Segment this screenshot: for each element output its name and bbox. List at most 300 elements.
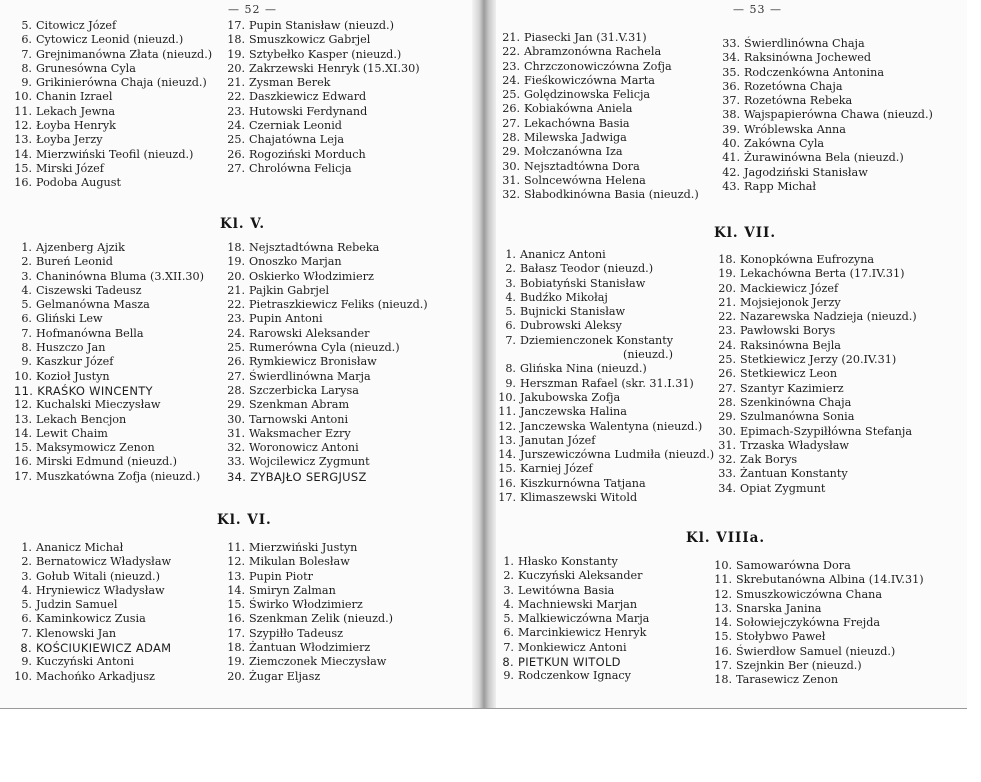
entry-number: 22. — [227, 298, 245, 312]
student-name: Pupin Antoni — [249, 312, 323, 326]
student-name: Rozetówna Rebeka — [744, 94, 853, 108]
student-name: Kuchalski Mieczysław — [36, 398, 161, 412]
student-entry — [14, 370, 204, 384]
student-entry — [14, 427, 204, 441]
entry-number: 26. — [718, 367, 736, 381]
student-name: Nejsztadtówna Dora — [524, 159, 640, 173]
student-entry — [227, 541, 393, 555]
student-name: Podoba August — [36, 176, 121, 190]
entry-number: 21. — [227, 283, 245, 297]
entry-number: 16. — [14, 455, 32, 469]
student-name: Snarska Janina — [736, 601, 822, 615]
student-name: Chrzczonowiczówna Zofja — [524, 59, 672, 73]
student-entry — [227, 627, 393, 641]
student-entry — [496, 584, 649, 598]
student-list — [496, 555, 649, 684]
student-entry — [498, 448, 714, 462]
entry-number: 13. — [714, 601, 732, 615]
entry-number: 12. — [14, 398, 32, 412]
entry-number: 4. — [21, 283, 32, 297]
entry-number: 31. — [718, 438, 736, 452]
entry-number: 19. — [718, 267, 736, 281]
entry-number: 8. — [502, 655, 514, 670]
student-name: Szenkman Abram — [249, 398, 350, 412]
student-name: Bureń Leonid — [36, 255, 113, 269]
student-name: Bujnicki Stanisław — [520, 305, 626, 319]
entry-number: 8. — [21, 61, 32, 75]
entry-number: 27. — [227, 161, 245, 175]
entry-number: 7. — [505, 333, 516, 347]
entry-number: 18. — [718, 253, 736, 266]
entry-number: 27. — [718, 381, 736, 395]
entry-number: 35. — [722, 65, 740, 79]
student-name: Zysman Berek — [249, 76, 331, 90]
student-name: Łoyba Jerzy — [36, 133, 103, 147]
student-entry — [498, 391, 714, 405]
entry-number: 11. — [714, 573, 732, 587]
student-name: Grikinierówna Chaja (nieuzd.) — [36, 76, 207, 90]
student-entry — [227, 455, 428, 469]
student-name: Szantyr Kazimierz — [740, 381, 844, 395]
student-name: Szenkman Zelik (nieuzd.) — [249, 612, 394, 626]
student-name: Kaszkur Józef — [36, 355, 114, 369]
entry-number: 1. — [505, 248, 516, 261]
entry-number: 13. — [498, 433, 516, 447]
student-name: Smuszkowicz Gabrjel — [249, 33, 371, 47]
student-name: Raksinówna Jochewed — [744, 51, 872, 65]
student-entry — [718, 439, 917, 453]
student-name: Gołub Witali (nieuzd.) — [36, 569, 160, 583]
student-entry — [498, 277, 714, 291]
student-name: Chrolówna Felicja — [249, 161, 352, 175]
student-entry — [718, 396, 917, 410]
entry-number: 3. — [505, 276, 516, 290]
entry-number: 29. — [718, 410, 736, 424]
student-entry — [718, 267, 917, 281]
entry-number: 39. — [722, 122, 740, 136]
entry-number: 32. — [718, 453, 736, 467]
student-name: Janutan Józef — [520, 433, 596, 447]
student-name: ZYBAJŁO SERGJUSZ — [250, 469, 367, 484]
entry-number: 21. — [718, 295, 736, 309]
entry-number: 14. — [14, 426, 32, 440]
student-entry — [498, 420, 714, 434]
student-name: Mojsiejonok Jerzy — [740, 295, 841, 309]
student-entry — [722, 94, 933, 108]
student-name: Czerniak Leonid — [249, 119, 342, 133]
entry-number: 23. — [227, 104, 245, 118]
student-entry — [14, 584, 171, 598]
student-name: Pupin Stanisław (nieuzd.) — [249, 19, 394, 32]
entry-number: 16. — [14, 176, 32, 190]
entry-number: 4. — [503, 597, 514, 611]
entry-number: 12. — [14, 119, 32, 133]
student-name: Epimach-Szypiłłówna Stefanja — [740, 424, 912, 438]
student-entry — [227, 62, 420, 76]
student-entry — [14, 176, 212, 190]
entry-number: 12. — [498, 419, 516, 433]
entry-number: 14. — [227, 583, 245, 597]
student-name: Smiryn Zalman — [249, 583, 336, 597]
student-entry — [227, 90, 420, 104]
student-entry — [227, 598, 393, 612]
student-name: Piasecki Jan (31.V.31) — [524, 31, 647, 44]
student-name: Onoszko Marjan — [249, 255, 342, 269]
student-name: Lewit Chaim — [36, 426, 108, 440]
student-name: Pajkin Gabrjel — [249, 283, 330, 297]
entry-number: 5. — [21, 598, 32, 612]
student-name: Dubrowski Aleksy — [520, 319, 622, 333]
class-heading: Kl. V. — [220, 216, 266, 232]
entry-number: 19. — [227, 47, 245, 61]
page-number: — 52 — — [228, 3, 277, 16]
student-entry — [502, 174, 699, 188]
student-name: Tarasewicz Zenon — [736, 673, 839, 687]
student-entry — [14, 76, 212, 90]
student-name: Ciszewski Tadeusz — [36, 283, 142, 297]
entry-number: 13. — [227, 569, 245, 583]
entry-number: 31. — [502, 173, 520, 187]
student-name: Kiszkurnówna Tatjana — [520, 476, 646, 490]
student-entry — [718, 339, 917, 353]
student-list — [498, 248, 714, 505]
student-name: Solncewówna Helena — [524, 173, 646, 187]
student-name: Mierzwiński Justyn — [249, 541, 358, 554]
entry-number: 17. — [714, 659, 732, 673]
entry-number: 17. — [227, 626, 245, 640]
student-entry — [496, 612, 649, 626]
student-entry — [718, 382, 917, 396]
entry-number: 24. — [227, 326, 245, 340]
student-entry — [718, 467, 917, 481]
student-list — [227, 19, 420, 176]
student-name: Marcinkiewicz Henryk — [518, 626, 647, 640]
entry-number: 27. — [227, 369, 245, 383]
left-page — [0, 0, 472, 708]
entry-number: 11. — [227, 541, 245, 554]
entry-number: 12. — [714, 587, 732, 601]
student-name: Woronowicz Antoni — [249, 441, 359, 455]
entry-number: 29. — [502, 145, 520, 159]
student-entry — [14, 641, 171, 655]
student-name: Janczewska Halina — [520, 405, 627, 419]
student-entry — [227, 241, 428, 255]
entry-number: 33. — [722, 37, 740, 50]
entry-number: 43. — [722, 179, 740, 193]
student-entry — [14, 298, 204, 312]
student-entry — [722, 123, 933, 137]
student-entry — [227, 355, 428, 369]
student-entry — [714, 588, 924, 602]
student-list — [227, 241, 428, 484]
student-entry — [14, 105, 212, 119]
student-name: Mierzwiński Teofil (nieuzd.) — [36, 147, 194, 161]
student-name: Kaminkowicz Zusia — [36, 612, 146, 626]
student-name: Daszkiewicz Edward — [249, 90, 367, 104]
student-name: Tarnowski Antoni — [249, 412, 349, 426]
student-entry — [714, 602, 924, 616]
class-heading: Kl. VIIIa. — [686, 530, 766, 546]
student-name: Żugar Eljasz — [249, 669, 321, 683]
student-entry — [14, 670, 171, 684]
entry-number: 7. — [21, 626, 32, 640]
student-name: Kuczyński Aleksander — [518, 569, 643, 583]
student-entry — [14, 90, 212, 104]
student-list — [718, 253, 917, 496]
entry-continuation — [498, 348, 714, 362]
student-entry — [14, 327, 204, 341]
entry-number: 32. — [502, 188, 520, 202]
entry-number: 10. — [14, 669, 32, 683]
entry-number: 15. — [14, 161, 32, 175]
student-name: Bernatowicz Władysław — [36, 555, 172, 569]
entry-number: 13. — [14, 412, 32, 426]
entry-number: 18. — [227, 641, 245, 655]
student-entry — [502, 88, 699, 102]
entry-number: 24. — [227, 119, 245, 133]
entry-number: 25. — [502, 88, 520, 102]
student-name: Waksmacher Ezry — [249, 426, 351, 440]
student-name: Pupin Piotr — [249, 569, 313, 583]
student-name: Rogoziński Morduch — [249, 147, 366, 161]
student-entry — [227, 148, 420, 162]
entry-number: 10. — [14, 90, 32, 104]
student-entry — [227, 255, 428, 269]
student-name: Huszczo Jan — [36, 341, 106, 355]
student-name: KOŚCIUKIEWICZ ADAM — [36, 641, 172, 656]
entry-number: 25. — [227, 341, 245, 355]
entry-number: 1. — [21, 241, 32, 254]
student-name: Janczewska Walentyna (nieuzd.) — [520, 419, 703, 433]
student-entry — [227, 441, 428, 455]
student-entry — [496, 555, 649, 569]
student-name: Citowicz Józef — [36, 19, 117, 32]
student-name: Świrko Włodzimierz — [249, 598, 363, 612]
entry-number: 20. — [227, 61, 245, 75]
student-entry — [14, 570, 171, 584]
student-name: Wojcilewicz Zygmunt — [249, 455, 370, 469]
student-name: Klimaszewski Witold — [520, 491, 638, 505]
student-name: Zakrzewski Henryk (15.XI.30) — [249, 61, 420, 75]
entry-number: 30. — [227, 412, 245, 426]
entry-number: 22. — [502, 45, 520, 59]
student-entry — [14, 398, 204, 412]
entry-number: 1. — [503, 555, 514, 568]
entry-number: 30. — [718, 424, 736, 438]
student-name: Karniej Józef — [520, 462, 593, 476]
entry-number: 15. — [498, 462, 516, 476]
student-entry — [714, 630, 924, 644]
entry-number: 23. — [227, 312, 245, 326]
student-name: Świerdlinówna Chaja — [744, 37, 865, 50]
student-entry — [714, 573, 924, 587]
entry-number: 37. — [722, 94, 740, 108]
student-entry — [227, 284, 428, 298]
student-name: Kozioł Justyn — [36, 369, 110, 383]
entry-number: 9. — [21, 355, 32, 369]
student-name: Mikulan Bolesław — [249, 555, 350, 569]
entry-number: 8. — [21, 341, 32, 355]
student-entry — [14, 455, 204, 469]
entry-number: 40. — [722, 137, 740, 151]
student-entry — [14, 441, 204, 455]
student-name: Nazarewska Nadzieja (nieuzd.) — [740, 310, 917, 324]
entry-number: 33. — [718, 467, 736, 481]
student-entry — [718, 310, 917, 324]
entry-number: 38. — [722, 108, 740, 122]
student-entry — [227, 270, 428, 284]
student-name: Klenowski Jan — [36, 626, 117, 640]
entry-number: 15. — [714, 630, 732, 644]
student-entry — [14, 312, 204, 326]
student-entry — [498, 334, 714, 348]
student-entry — [14, 119, 212, 133]
student-entry — [502, 74, 699, 88]
student-entry — [722, 180, 933, 194]
entry-number: 7. — [21, 326, 32, 340]
student-name: Smuszkowiczówna Chana — [736, 587, 882, 601]
entry-number: 23. — [718, 324, 736, 338]
student-entry — [502, 117, 699, 131]
student-entry — [227, 298, 428, 312]
student-name: Gelmanówna Masza — [36, 298, 150, 312]
student-entry — [502, 60, 699, 74]
student-entry — [718, 367, 917, 381]
entry-number: 20. — [227, 269, 245, 283]
entry-number: 25. — [718, 353, 736, 367]
student-entry — [496, 641, 649, 655]
student-name: Lekachówna Basia — [524, 116, 630, 130]
student-name: Świerdłow Samuel (nieuzd.) — [736, 644, 896, 658]
student-entry — [498, 377, 714, 391]
class-heading: Kl. VII. — [714, 225, 777, 241]
student-entry — [227, 427, 428, 441]
entry-number: 6. — [21, 312, 32, 326]
student-list — [714, 559, 924, 688]
entry-number: 6. — [503, 626, 514, 640]
student-name: Nejsztadtówna Rebeka — [249, 241, 380, 254]
student-name: Szypiłło Tadeusz — [249, 626, 344, 640]
student-entry — [227, 48, 420, 62]
student-name: Monkiewicz Antoni — [518, 640, 627, 654]
student-name: Chaninówna Bluma (3.XII.30) — [36, 269, 205, 283]
entry-number: 8. — [505, 362, 516, 376]
entry-number: 26. — [227, 147, 245, 161]
student-entry — [502, 31, 699, 45]
student-name: Żantuan Włodzimierz — [249, 641, 371, 655]
student-entry — [227, 19, 420, 33]
entry-number: 14. — [14, 147, 32, 161]
student-name: Raksinówna Bejla — [740, 338, 841, 352]
student-name: KRAŚKO WINCENTY — [37, 383, 153, 398]
student-entry — [14, 341, 204, 355]
entry-number: 42. — [722, 165, 740, 179]
student-entry — [14, 62, 212, 76]
student-entry — [227, 370, 428, 384]
entry-number: 33. — [227, 455, 245, 469]
student-entry — [498, 291, 714, 305]
student-entry — [227, 612, 393, 626]
student-entry — [722, 66, 933, 80]
student-name: Słabodkinówna Basia (nieuzd.) — [524, 188, 699, 202]
student-entry — [718, 296, 917, 310]
student-name: Bałasz Teodor (nieuzd.) — [520, 262, 654, 276]
student-name: PIETKUN WITOLD — [518, 655, 621, 670]
student-name: Dziemienczonek Konstanty — [520, 333, 674, 347]
student-entry — [227, 162, 420, 176]
entry-number: 10. — [14, 369, 32, 383]
student-name: Pietraszkiewicz Feliks (nieuzd.) — [249, 298, 428, 312]
student-entry — [718, 453, 917, 467]
student-entry — [498, 462, 714, 476]
entry-number: 10. — [714, 559, 732, 572]
student-name: Fieśkowiczówna Marta — [524, 73, 655, 87]
entry-number: 3. — [503, 583, 514, 597]
entry-number: 5. — [21, 19, 32, 32]
student-name: Hłasko Konstanty — [518, 555, 618, 568]
student-name: Mackiewicz Józef — [740, 281, 839, 295]
entry-number: 28. — [227, 383, 245, 397]
student-entry — [14, 355, 204, 369]
student-name: Stetkiewicz Leon — [740, 367, 838, 381]
student-entry — [496, 669, 649, 683]
entry-number: 4. — [21, 583, 32, 597]
student-name: Glińska Nina (nieuzd.) — [520, 362, 647, 376]
student-list — [14, 19, 212, 191]
student-name: Wajspapierówna Chawa (nieuzd.) — [744, 108, 933, 122]
entry-number: 15. — [14, 441, 32, 455]
student-name: Chanin Izrael — [36, 90, 113, 104]
student-entry — [14, 541, 171, 555]
entry-number: 26. — [227, 355, 245, 369]
student-name: Żantuan Konstanty — [740, 467, 848, 481]
student-name: Lewitówna Basia — [518, 583, 615, 597]
student-list — [502, 31, 699, 203]
student-entry — [714, 559, 924, 573]
student-entry — [227, 327, 428, 341]
entry-number: 21. — [227, 76, 245, 90]
student-name: Rozetówna Chaja — [744, 79, 843, 93]
entry-number: 11. — [14, 104, 32, 118]
student-entry — [714, 616, 924, 630]
student-name: Hutowski Ferdynand — [249, 104, 368, 118]
entry-number: 8. — [20, 641, 32, 656]
entry-number: 18. — [227, 241, 245, 254]
entry-number: 9. — [505, 376, 516, 390]
student-list — [14, 541, 171, 684]
student-name: Gliński Lew — [36, 312, 103, 326]
student-name: Jagodziński Stanisław — [744, 165, 868, 179]
student-name: Machniewski Marjan — [518, 597, 638, 611]
entry-number: 29. — [227, 398, 245, 412]
student-entry — [722, 108, 933, 122]
student-name: Mirski Edmund (nieuzd.) — [36, 455, 178, 469]
entry-number: 22. — [227, 90, 245, 104]
student-entry — [498, 262, 714, 276]
student-name: Zak Borys — [740, 453, 798, 467]
student-entry — [227, 33, 420, 47]
entry-number: 20. — [718, 281, 736, 295]
entry-number: 36. — [722, 79, 740, 93]
student-entry — [498, 491, 714, 505]
student-entry — [227, 119, 420, 133]
entry-number: 9. — [21, 655, 32, 669]
entry-number: 16. — [227, 612, 245, 626]
student-entry — [227, 341, 428, 355]
student-name: Ajzenberg Ajzik — [36, 241, 125, 254]
student-entry — [14, 241, 204, 255]
student-entry — [718, 410, 917, 424]
